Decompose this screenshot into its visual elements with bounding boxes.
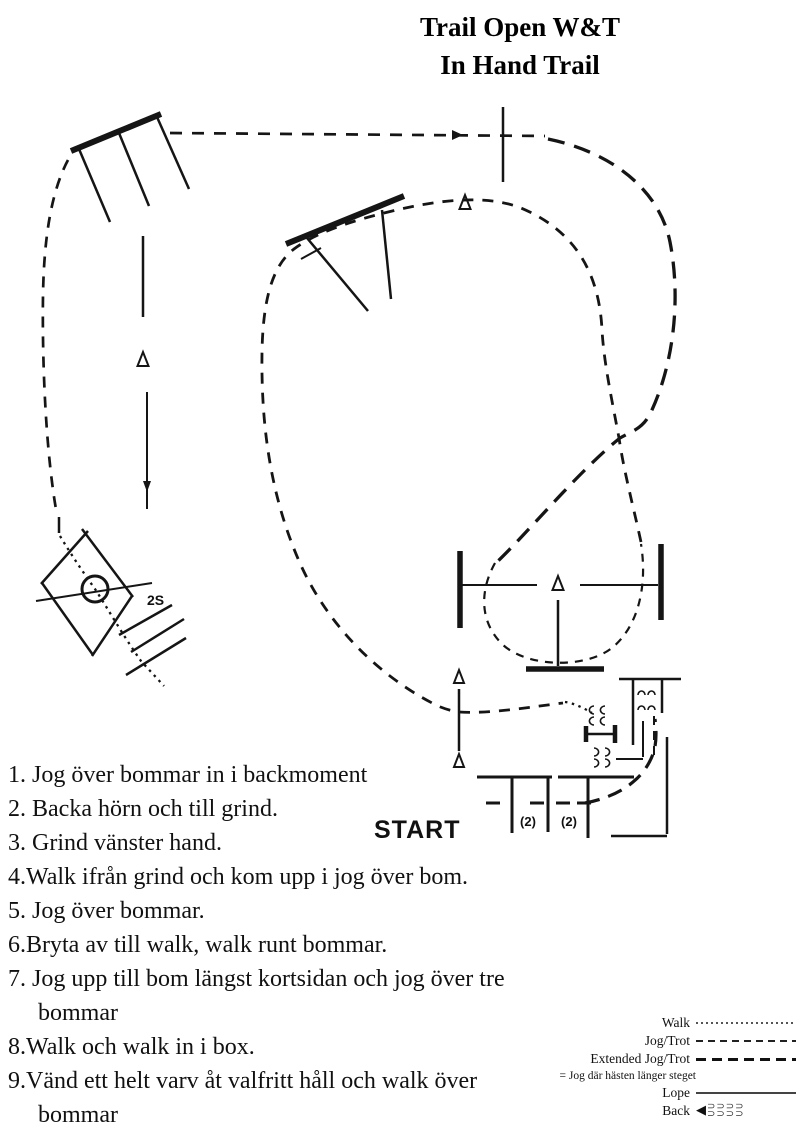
instruction-8: 8.Walk och walk in i box. (8, 1034, 255, 1060)
back-hoofprints-icon: ⊃⊃⊃⊃ ⊃⊃⊃⊃ (707, 1101, 745, 1120)
instruction-7-cont: bommar (38, 1000, 118, 1026)
path-jog-circle-around-wheel (484, 544, 643, 663)
gate-label: 2S (147, 592, 165, 608)
path-jog-left-outer (43, 160, 68, 515)
legend-row-lope (510, 1084, 800, 1102)
gate-side-bottom-right (92, 596, 132, 656)
course-paths (43, 130, 675, 803)
path-walk-dots-to-box (565, 702, 592, 713)
instruction-2: 2. Backa hörn och till grind. (8, 796, 278, 822)
back-symbol (696, 1101, 745, 1121)
path-jog-top-line (170, 133, 545, 136)
instruction-7: 7. Jog upp till bom längst kortsidan och jog över tre (8, 966, 505, 992)
legend-row-back (510, 1102, 800, 1120)
obstacle-wheel-poles (460, 544, 661, 669)
path-walk-through-gate (60, 536, 164, 686)
path-extended-right-curve (498, 139, 675, 561)
legend-walk-label: Walk (661, 1015, 690, 1030)
gate-side-top-left (41, 531, 88, 584)
path-direction-arrow (452, 130, 463, 140)
back-direction-arrow (143, 481, 151, 492)
marker-triangle-above (454, 670, 464, 683)
legend-jog-label: Jog/Trot (644, 1033, 690, 1048)
instruction-9: 9.Vänd ett helt varv åt valfritt håll och walk över (8, 1068, 478, 1094)
path-big-inner-loop (262, 200, 641, 712)
gait-legend (510, 1014, 800, 1120)
start-label: START (374, 816, 461, 844)
back-hoofprint-marks (589, 691, 655, 767)
fan-pole-2 (119, 133, 149, 206)
single-pole-with-triangles (454, 670, 464, 767)
pole-count-label-right: (2) (561, 814, 577, 829)
marker-triangle-wheel (553, 576, 564, 590)
instruction-9-cont: bommar (38, 1102, 118, 1128)
marker-triangle-center (460, 195, 471, 209)
fan2-bar (286, 196, 404, 244)
instruction-5: 5. Jog över bommar. (8, 898, 205, 924)
gate-rail (36, 583, 152, 601)
obstacle-gate-2s (36, 529, 186, 675)
legend-row-extended (510, 1050, 800, 1068)
obstacle-fan-poles-top-left (71, 114, 189, 222)
legend-extended-note: = Jog där hästen länger steget (559, 1070, 696, 1082)
fan-pole-3 (157, 117, 189, 189)
instruction-4: 4.Walk ifrån grind och kom upp i jog över bom. (8, 864, 468, 890)
legend-row-walk (510, 1014, 800, 1032)
legend-row-jog (510, 1032, 800, 1050)
walkover-pole-3 (126, 638, 186, 675)
fan2-pole-1 (307, 238, 368, 311)
legend-back-label: Back (662, 1103, 690, 1118)
fan2-pole-2 (382, 210, 391, 299)
legend-lope-label: Lope (662, 1085, 690, 1100)
back-arrow-icon: ◀ (696, 1103, 706, 1118)
instruction-3: 3. Grind vänster hand. (8, 830, 222, 856)
title-line-2: In Hand Trail (440, 50, 600, 80)
jog-line-sample (696, 1039, 798, 1043)
title-line-1: Trail Open W&T (419, 12, 621, 42)
instruction-6: 6.Bryta av till walk, walk runt bommar. (8, 932, 388, 958)
extended-line-sample (696, 1057, 798, 1061)
backing-lane-left (138, 236, 152, 509)
fan-bar (71, 114, 161, 151)
obstacle-fan-poles-center (286, 195, 471, 311)
fan-pole-1 (79, 149, 110, 222)
instruction-1: 1. Jog över bommar in i backmoment (8, 762, 368, 788)
legend-extended-label: Extended Jog/Trot (590, 1051, 690, 1066)
marker-triangle-left (138, 352, 149, 366)
walk-line-sample (696, 1021, 798, 1025)
fan2-pole-tick (301, 248, 321, 259)
pole-count-label-left: (2) (520, 814, 536, 829)
lope-line-sample (696, 1091, 798, 1095)
